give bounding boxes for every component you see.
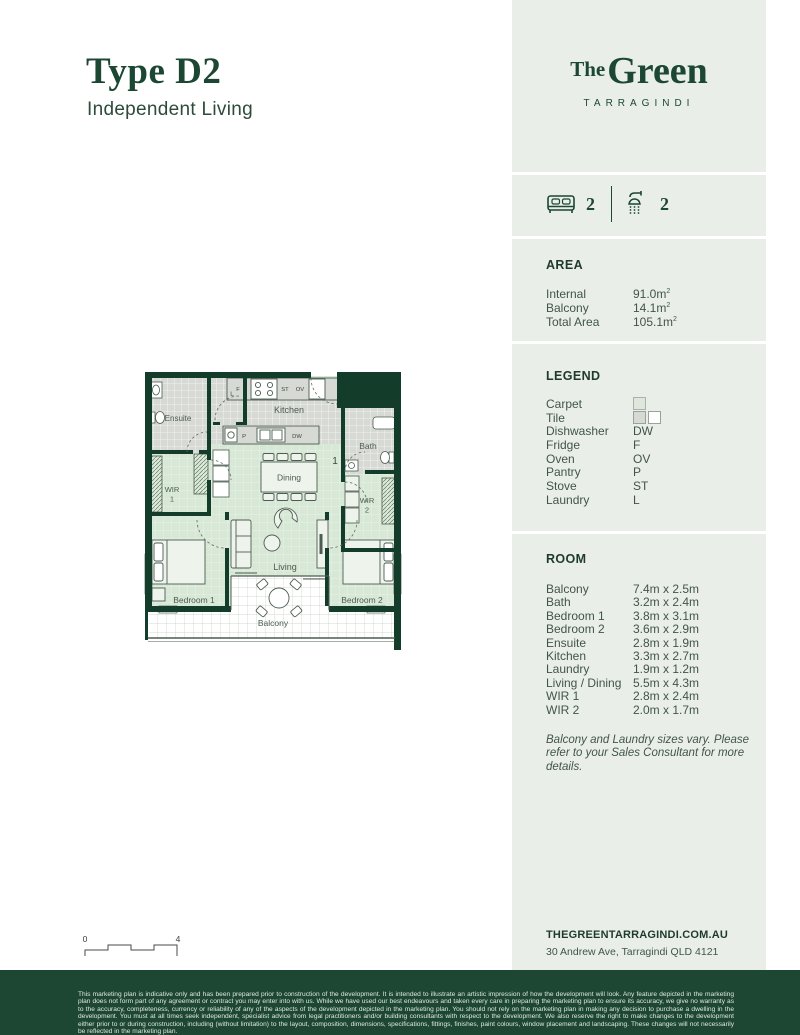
stove-label: ST bbox=[281, 387, 289, 393]
scale-end: 4 bbox=[175, 934, 181, 944]
wir1-number: 1 bbox=[169, 494, 175, 504]
area-row: Internal $91.0m^2$ bbox=[546, 287, 671, 301]
sizes-note: Balcony and Laundry sizes vary. Please refer to your Sales Consultant for more details. bbox=[546, 733, 750, 773]
section-divider bbox=[512, 341, 766, 344]
room-heading: ROOM bbox=[546, 552, 587, 566]
room-row: WIR 1 2.8m x 2.4m bbox=[546, 689, 700, 704]
section-divider bbox=[512, 236, 766, 239]
bed-count: 2 bbox=[586, 193, 595, 214]
wir1-label: WIR bbox=[164, 485, 180, 494]
fridge-label: F bbox=[236, 387, 240, 393]
stats-divider bbox=[611, 186, 612, 222]
brand-the: The bbox=[570, 57, 606, 81]
area-row: Total Area $105.1m^2$ bbox=[546, 315, 677, 330]
page-subtitle: Independent Living bbox=[87, 99, 253, 120]
legend-row: Carpet bbox=[546, 397, 746, 411]
unit-number: 1 bbox=[332, 456, 338, 467]
room-row: Bedroom 1 3.8m x 3.1m bbox=[546, 608, 700, 623]
section-divider bbox=[512, 172, 766, 175]
address-text: 30 Andrew Ave, Tarragindi QLD 4121 bbox=[546, 946, 719, 958]
room-row: Kitchen 3.3m x 2.7m bbox=[546, 648, 700, 663]
room-row: Balcony 7.4m x 2.5m bbox=[546, 582, 700, 596]
ensuite-label: Ensuite bbox=[164, 414, 192, 423]
brand-locality: TARRAGINDI bbox=[583, 98, 695, 109]
room-row: Bath 3.2m x 2.4m bbox=[546, 595, 700, 610]
dining-label: Dining bbox=[276, 472, 302, 483]
contact-block bbox=[546, 929, 756, 958]
info-panel bbox=[512, 0, 766, 970]
disclaimer-text: This marketing plan is indicative only and has been prepared prior to construction of the development. It is intended to illustrate an artistic impression of how the development will look. Any feature depicted in the marketing plan does not form part of any agreement or contract you may enter into with us. While we have used our best endeavours and taken every care in preparing the marketing plan to ensure its accuracy, we give no warranty as to the accuracy, completeness, currency or reliability of any of the aspects of the development depicted in the marketing plan. You should not rely on the marketing plan in making any decision to purchase a dwelling in the development. You must at all times seek independent, specialist advice from legal practitioners and/or building consultants with respect to the development. We also reserve the right to make changes to the development either prior to or during construction, including (without limitation) to the layout, composition, dimensions, specifications, fittings, finishes, paint colours, window placement and landscaping. These changes will not necessarily be reflected in the marketing plan. bbox=[78, 991, 734, 1035]
living-label: Living bbox=[273, 562, 297, 572]
brand-logo bbox=[512, 52, 766, 109]
floor-plan bbox=[139, 362, 411, 656]
legend-row: Pantry P bbox=[546, 465, 642, 480]
room-row: Living / Dining 5.5m x 4.3m bbox=[546, 675, 700, 690]
bed-bath-stats bbox=[546, 186, 669, 222]
legend-row: Dishwasher DW bbox=[546, 424, 653, 439]
shower-icon bbox=[626, 190, 650, 218]
bath-label: Bath bbox=[359, 441, 377, 451]
balcony-label: Balcony bbox=[257, 618, 289, 628]
brand-green: Green bbox=[607, 50, 708, 92]
room-row: Ensuite 2.8m x 1.9m bbox=[546, 635, 700, 650]
legend-heading: LEGEND bbox=[546, 369, 601, 383]
laundry-label: L bbox=[230, 391, 234, 398]
legend-row: Tile bbox=[546, 411, 746, 425]
kitchen-label: Kitchen bbox=[273, 405, 305, 415]
tile-swatch-white bbox=[648, 411, 661, 424]
area-heading: AREA bbox=[546, 258, 584, 272]
room-row: Laundry 1.9m x 1.2m bbox=[546, 662, 700, 677]
legend-row: Laundry L bbox=[546, 492, 640, 507]
website-text: THEGREENTARRAGINDI.COM.AU bbox=[546, 929, 729, 941]
bed-bedroom2 bbox=[343, 540, 395, 584]
tile-swatch-gray bbox=[633, 411, 646, 424]
scale-start: 0 bbox=[82, 934, 88, 944]
page-title: Type D2 bbox=[86, 51, 222, 92]
oven-label: OV bbox=[295, 387, 305, 393]
area-section bbox=[546, 258, 746, 330]
bedroom1-label: Bedroom 1 bbox=[173, 595, 215, 605]
room-section bbox=[546, 552, 756, 774]
bath-count: 2 bbox=[660, 193, 669, 214]
scale-bar bbox=[80, 928, 184, 962]
wir2-number: 2 bbox=[364, 505, 370, 515]
wir2-label: WIR bbox=[359, 496, 375, 505]
bedroom2-label: Bedroom 2 bbox=[341, 595, 383, 605]
dishwasher-label: DW bbox=[292, 434, 302, 440]
legend-row: Fridge F bbox=[546, 437, 641, 452]
room-row: Bedroom 2 3.6m x 2.9m bbox=[546, 622, 700, 637]
legend-row: Stove ST bbox=[546, 478, 649, 493]
room-row: WIR 2 2.0m x 1.7m bbox=[546, 702, 700, 717]
footer-bar bbox=[0, 970, 800, 1035]
legend-row: Oven OV bbox=[546, 451, 651, 466]
legend-section bbox=[546, 369, 746, 507]
area-row: Balcony $14.1m^2$ bbox=[546, 301, 671, 316]
pantry-label: P bbox=[242, 434, 246, 440]
section-divider bbox=[512, 531, 766, 534]
carpet-swatch bbox=[633, 397, 646, 410]
scale-line bbox=[85, 945, 177, 956]
bed-icon bbox=[546, 192, 576, 216]
